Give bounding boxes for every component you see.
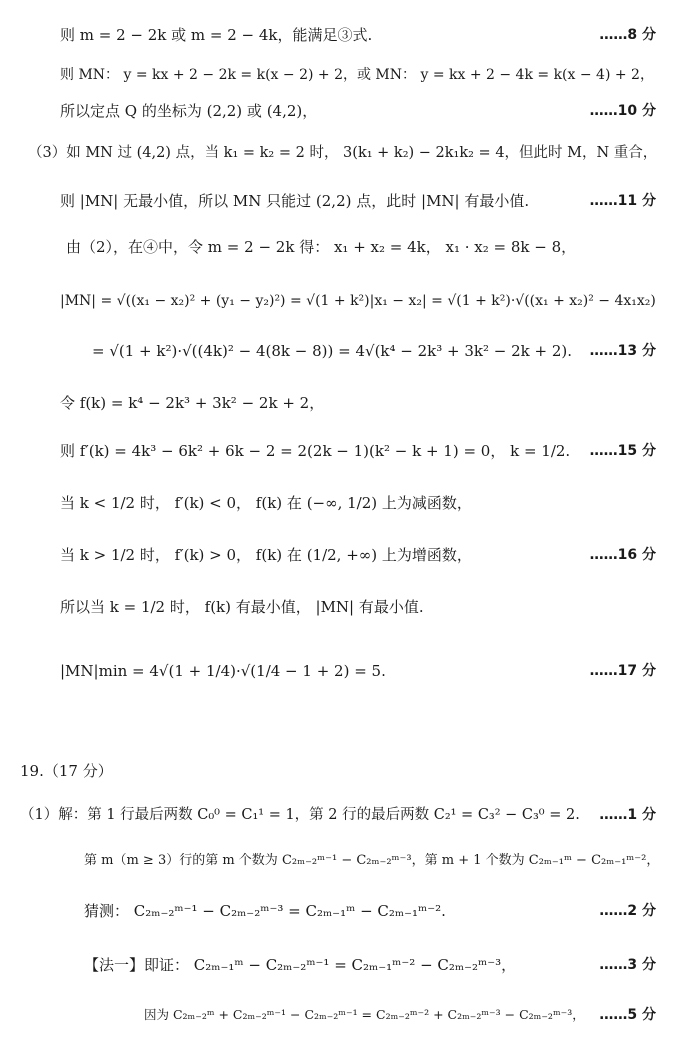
text-line — [0, 232, 692, 262]
score-mark: ……3 分 — [599, 957, 656, 973]
text-line — [0, 138, 692, 168]
line-text: 令 f(k) = k⁴ − 2k³ + 3k² − 2k + 2， — [60, 394, 325, 412]
line-text: 所以当 k = 1/2 时， f(k) 有最小值， |MN| 有最小值. — [60, 598, 424, 616]
text-line — [0, 388, 692, 418]
score-mark: ……11 分 — [589, 193, 656, 209]
line-text: 所以定点 Q 的坐标为 (2,2) 或 (4,2)， — [60, 102, 318, 120]
line-text: 19.（17 分） — [20, 762, 113, 780]
text-line — [0, 756, 692, 786]
score-mark: ……1 分 — [599, 807, 656, 823]
text-line — [0, 540, 692, 570]
score-mark: ……15 分 — [589, 443, 656, 459]
line-text: 由（2），在④中，令 m = 2 − 2k 得： x₁ + x₂ = 4k， x₁ · x₂ = 8k − 8， — [66, 238, 577, 256]
text-line — [0, 436, 692, 466]
line-text: 当 k > 1/2 时， f′(k) > 0， f(k) 在 (1/2, +∞) 上为增函数， — [60, 546, 472, 564]
score-mark: ……13 分 — [589, 343, 656, 359]
line-text: 则 MN： y = kx + 2 − 2k = k(x − 2) + 2，或 MN： y = kx + 2 − 4k = k(x − 4) + 2， — [60, 67, 654, 83]
line-text: （3）如 MN 过 (4,2) 点，当 k₁ = k₂ = 2 时， 3(k₁ + k₂) − 2k₁k₂ = 4，但此时 M，N 重合， — [28, 145, 658, 161]
text-line — [0, 488, 692, 518]
text-line — [0, 846, 692, 876]
line-text: 因为 C₂ₘ₋₂ᵐ + C₂ₘ₋₂ᵐ⁻¹ − C₂ₘ₋₂ᵐ⁻¹ = C₂ₘ₋₂ᵐ⁻² + C₂ₘ₋₂ᵐ⁻³ − C₂ₘ₋₂ᵐ⁻³， — [144, 1007, 585, 1022]
line-text: 猜测： C₂ₘ₋₂ᵐ⁻¹ − C₂ₘ₋₂ᵐ⁻³ = C₂ₘ₋₁ᵐ − C₂ₘ₋₁ᵐ⁻². — [84, 902, 446, 920]
text-line — [0, 336, 692, 366]
text-line — [0, 950, 692, 980]
text-line — [0, 20, 692, 50]
score-mark: ……16 分 — [589, 547, 656, 563]
line-text: = √(1 + k²)·√((4k)² − 4(8k − 8)) = 4√(k⁴ − 2k³ + 3k² − 2k + 2). — [92, 342, 573, 360]
line-text: （1）解：第 1 行最后两数 C₀⁰ = C₁¹ = 1，第 2 行的最后两数 C₂¹ = C₃² − C₃⁰ = 2. — [20, 807, 580, 823]
score-mark: ……10 分 — [589, 103, 656, 119]
line-text: 则 |MN| 无最小值，所以 MN 只能过 (2,2) 点，此时 |MN| 有最小值. — [60, 192, 530, 210]
line-text: 第 m（m ≥ 3）行的第 m 个数为 C₂ₘ₋₂ᵐ⁻¹ − C₂ₘ₋₂ᵐ⁻³，第 m + 1 个数为 C₂ₘ₋₁ᵐ − C₂ₘ₋₁ᵐ⁻²， — [84, 853, 660, 868]
text-line — [0, 592, 692, 622]
line-text: |MN|min = 4√(1 + 1/4)·√(1/4 − 1 + 2) = 5. — [60, 662, 386, 680]
text-line — [0, 96, 692, 126]
score-mark: ……5 分 — [599, 1007, 656, 1023]
line-text: 则 f′(k) = 4k³ − 6k² + 6k − 2 = 2(2k − 1)(k² − k + 1) = 0， k = 1/2. — [60, 442, 571, 460]
score-mark: ……8 分 — [599, 27, 656, 43]
score-mark: ……17 分 — [589, 663, 656, 679]
text-line — [0, 286, 692, 316]
score-mark: ……2 分 — [599, 903, 656, 919]
line-text: 则 m = 2 − 2k 或 m = 2 − 4k，能满足③式. — [60, 26, 373, 44]
text-line — [0, 186, 692, 216]
text-line — [0, 656, 692, 686]
text-line — [0, 896, 692, 926]
text-line — [0, 800, 692, 830]
line-text: |MN| = √((x₁ − x₂)² + (y₁ − y₂)²) = √(1 + k²)|x₁ − x₂| = √(1 + k²)·√((x₁ + x₂)² − 4x₁x₂) — [60, 293, 656, 309]
text-line — [0, 1000, 692, 1030]
text-line — [0, 60, 692, 90]
line-text: 当 k < 1/2 时， f′(k) < 0， f(k) 在 (−∞, 1/2) 上为减函数， — [60, 494, 472, 512]
line-text: 【法一】即证： C₂ₘ₋₁ᵐ − C₂ₘ₋₂ᵐ⁻¹ = C₂ₘ₋₁ᵐ⁻² − C₂ₘ₋₂ᵐ⁻³， — [84, 956, 517, 974]
